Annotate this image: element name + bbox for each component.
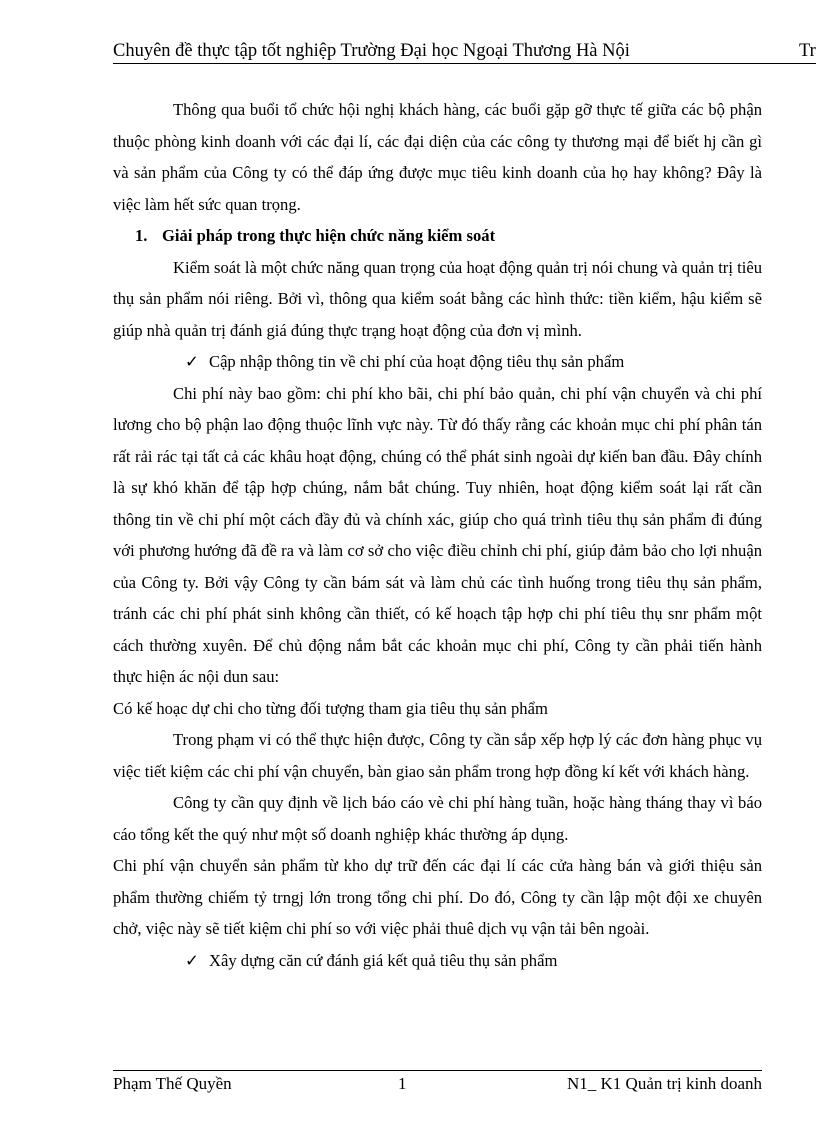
paragraph-cost-components: Chi phí này bao gồm: chi phí kho bãi, chi phí bảo quản, chi phí vận chuyển và chi phí lương cho bộ phận lao động thuộc lĩnh vực này. Từ đó thấy rằng các khoản mục chi phí phân tán rất rải rác tại tất cả các khâu hoạt động, chúng có thể phát sinh ngoài dự kiến ban đầu. Đây chính là sự khó khăn để tập hợp chúng, nắm bắt chúng. Tuy nhiên, hoạt động kiểm soát lại rất cần thông tin về chi phí một cách đầy đủ và chính xác, giúp cho quá trình tiêu thụ sản phẩm đi đúng với phương hướng đã đề ra và làm cơ sở cho việc điều chỉnh chi phí, giúp đảm bảo cho lợi nhuận của Công ty. Bởi vậy Công ty cần bám sát và làm chủ các tình huống trong tiêu thụ sản phẩm, tránh các chi phí phát sinh không cần thiết, có kế hoạch tập hợp chi phí tiêu thụ snr phẩm một cách thường xuyên. Để chủ động nắm bắt các khoản mục chi phí, Công ty cần phải tiến hành thực hiện ác nội dun sau: (113, 383, 762, 686)
paragraph-customer-conference: Thông qua buổi tổ chức hội nghị khách hàng, các buổi gặp gỡ thực tế giữa các bộ phận thuộc phòng kinh doanh với các đại lí, các đại diện của các công ty thương mại để biết hj cần gì và sản phẩm của Công ty có thể đáp ứng được mục tiêu kinh doanh của họ hay không? Đây là việc làm hết sức quan trọng. (113, 100, 762, 214)
checklist-item-cost-info (113, 346, 762, 378)
header-title: Chuyên đề thực tập tốt nghiệp Trường Đại học Ngoại Thương Hà Nội (113, 41, 630, 61)
footer-class: N1_ K1 Quản trị kinh doanh (566, 1074, 762, 1093)
section-number: 1. (135, 226, 148, 245)
footer-page-number: 1 (398, 1074, 407, 1093)
header-right-fragment: Tr (799, 41, 816, 61)
checklist-item-label: Cập nhập thông tin về chi phí của hoạt động tiêu thụ sản phẩm (209, 352, 625, 371)
footer-author: Phạm Thế Quyền (113, 1074, 232, 1093)
paragraph-control-function: Kiểm soát là một chức năng quan trọng của hoạt động quản trị nói chung và quản trị tiêu thụ sản phẩm nói riêng. Bởi vì, thông qua kiểm soát bằng các hình thức: tiền kiểm, hậu kiểm sẽ giúp nhà quản trị đánh giá đúng thực trạng hoạt động của đơn vị mình. (113, 257, 762, 340)
footer-divider (113, 1070, 762, 1071)
checklist-item-evaluation (113, 945, 762, 977)
paragraph-order-arrangement: Trong phạm vi có thể thực hiện được, Công ty cần sắp xếp hợp lý các đơn hàng phục vụ việc tiết kiệm các chi phí vận chuyển, bàn giao sản phẩm trong hợp đồng kí kết với khách hàng. (113, 730, 762, 781)
paragraph-report-schedule: Công ty cần quy định về lịch báo cáo vè chi phí hàng tuần, hoặc hàng tháng thay vì báo cáo tổng kết the quý như một số doanh nghiệp khác thường áp dụng. (113, 793, 762, 844)
page-footer (113, 1072, 762, 1096)
checkmark-icon: ✓ (185, 352, 199, 371)
paragraph-transport-cost: Chi phí vận chuyển sản phẩm từ kho dự trữ đến các đại lí các cửa hàng bán và giới thiệu sản phẩm thường chiếm tỷ trngj lớn trong tổng chi phí. Do đó, Công ty cần lập một đội xe chuyên chở, việc này sẽ tiết kiệm chi phí so với việc phải thuê dịch vụ vận tải bên ngoài. (113, 856, 762, 938)
page-header (113, 38, 816, 64)
checkmark-icon: ✓ (185, 950, 199, 970)
document-body (113, 94, 762, 976)
header-divider (113, 63, 816, 64)
checklist-item-label: Xây dựng căn cứ đánh giá kết quả tiêu thụ sản phẩm (209, 950, 558, 970)
section-title: Giải pháp trong thực hiện chức năng kiểm soát (162, 226, 496, 245)
section-heading (113, 220, 762, 252)
paragraph-cost-plan: Có kế hoạc dự chi cho từng đối tượng tham gia tiêu thụ sản phẩm (113, 698, 548, 718)
